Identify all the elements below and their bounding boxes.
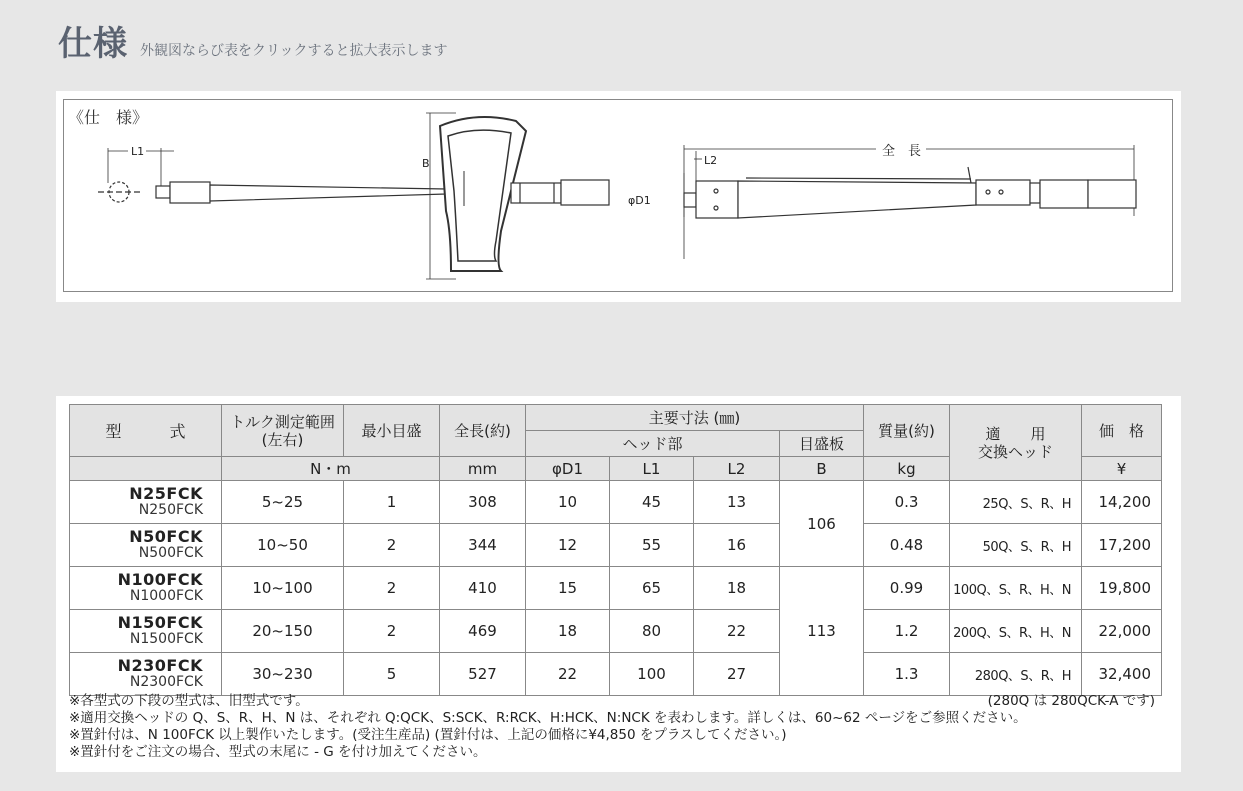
l1-cell: 100 [610,653,694,696]
price-cell: 32,400 [1082,653,1162,696]
header-l1: L1 [610,457,694,481]
header-main-dims: 主要寸法 (㎜) [526,405,864,431]
d1-cell: 22 [526,653,610,696]
weight-cell: 0.99 [864,567,950,610]
price-cell: 19,800 [1082,567,1162,610]
l1-cell: 80 [610,610,694,653]
l2-cell: 16 [694,524,780,567]
min-cell: 2 [344,524,440,567]
page-subtitle: 外観図ならび表をクリックすると拡大表示します [140,43,448,59]
heads-cell: 200Q、S、R、H、N [950,610,1082,653]
range-cell: 10~100 [222,567,344,610]
range-cell: 5~25 [222,481,344,524]
min-cell: 1 [344,481,440,524]
range-cell: 30~230 [222,653,344,696]
header-torque: トルク測定範囲 (左右) [222,405,344,457]
label-l2: L2 [704,154,718,167]
heads-cell: 100Q、S、R、H、N [950,567,1082,610]
header-unit-yen: ¥ [1082,457,1162,481]
spec-table-container[interactable] [56,396,1181,772]
length-cell: 527 [440,653,526,696]
length-cell: 410 [440,567,526,610]
table-row [70,524,1162,567]
weight-cell: 1.3 [864,653,950,696]
label-b: B [422,157,430,170]
heads-cell: 25Q、S、R、H [950,481,1082,524]
header-applicable [950,405,1082,481]
l1-cell: 65 [610,567,694,610]
label-d1: φD1 [628,194,651,207]
min-cell: 5 [344,653,440,696]
note-line: ※適用交換ヘッドの Q、S、R、H、N は、それぞれ Q:QCK、S:SCK、R:RCK、H:HCK、N:NCK を表わします。詳しくは、60~62 ページをご参照ください。 [69,710,1027,726]
price-cell: 14,200 [1082,481,1162,524]
page-title: 仕様 [58,24,128,64]
header-weight: 質量(約) [864,405,950,457]
header-min-scale: 最小目盛 [344,405,440,457]
spec-diagram[interactable] [56,91,1181,302]
heads-cell: 50Q、S、R、H [950,524,1082,567]
range-cell: 20~150 [222,610,344,653]
note-line: ※置針付をご注文の場合、型式の末尾に - G を付け加えてください。 [69,744,487,760]
model-cell: N150FCK N1500FCK [70,610,222,653]
table-row [70,481,1162,524]
heads-cell: 280Q、S、R、H [950,653,1082,696]
model-cell: N100FCK N1000FCK [70,567,222,610]
b-cell: 106 [780,481,864,567]
price-cell: 17,200 [1082,524,1162,567]
note-line: ※各型式の下段の型式は、旧型式です。 [69,693,309,709]
header-unit-blank [70,457,222,481]
wrench-drawings [56,91,1181,302]
header-unit-nm: N・m [222,457,440,481]
header-l2: L2 [694,457,780,481]
model-cell: N230FCK N2300FCK [70,653,222,696]
weight-cell: 0.48 [864,524,950,567]
l2-cell: 22 [694,610,780,653]
l2-cell: 27 [694,653,780,696]
diagram-title: 《仕 様》 [68,108,149,127]
d1-cell: 18 [526,610,610,653]
l2-cell: 13 [694,481,780,524]
length-cell: 344 [440,524,526,567]
l1-cell: 45 [610,481,694,524]
label-overall: 全 長 [882,144,922,159]
header-unit-mm: mm [440,457,526,481]
header-b: B [780,457,864,481]
model-cell: N25FCK N250FCK [70,481,222,524]
header-head-part: ヘッド部 [526,431,780,457]
table-row [70,567,1162,610]
table-row [70,610,1162,653]
length-cell: 308 [440,481,526,524]
min-cell: 2 [344,567,440,610]
spec-table [69,404,1162,696]
header-applicable-line1: 適 用 [985,424,1046,443]
page-heading [58,16,447,65]
header-dial: 目盛板 [780,431,864,457]
weight-cell: 0.3 [864,481,950,524]
header-length: 全長(約) [440,405,526,457]
range-cell: 10~50 [222,524,344,567]
min-cell: 2 [344,610,440,653]
header-unit-kg: kg [864,457,950,481]
table-row [70,653,1162,696]
note-line: ※置針付は、N 100FCK 以上製作いたします。(受注生産品) (置針付は、上記の価格に¥4,850 をプラスしてください。) [69,727,787,743]
d1-cell: 12 [526,524,610,567]
header-applicable-line2: 交換ヘッド [977,442,1053,461]
note-right: (280Q は 280QCK-A です) [987,693,1155,709]
price-cell: 22,000 [1082,610,1162,653]
d1-cell: 10 [526,481,610,524]
weight-cell: 1.2 [864,610,950,653]
model-cell: N50FCK N500FCK [70,524,222,567]
b-cell: 113 [780,567,864,696]
length-cell: 469 [440,610,526,653]
header-d1: φD1 [526,457,610,481]
label-l1: L1 [131,145,145,158]
header-type: 型 式 [70,405,222,457]
table-notes [69,693,1169,761]
header-price: 価 格 [1082,405,1162,457]
l2-cell: 18 [694,567,780,610]
d1-cell: 15 [526,567,610,610]
l1-cell: 55 [610,524,694,567]
